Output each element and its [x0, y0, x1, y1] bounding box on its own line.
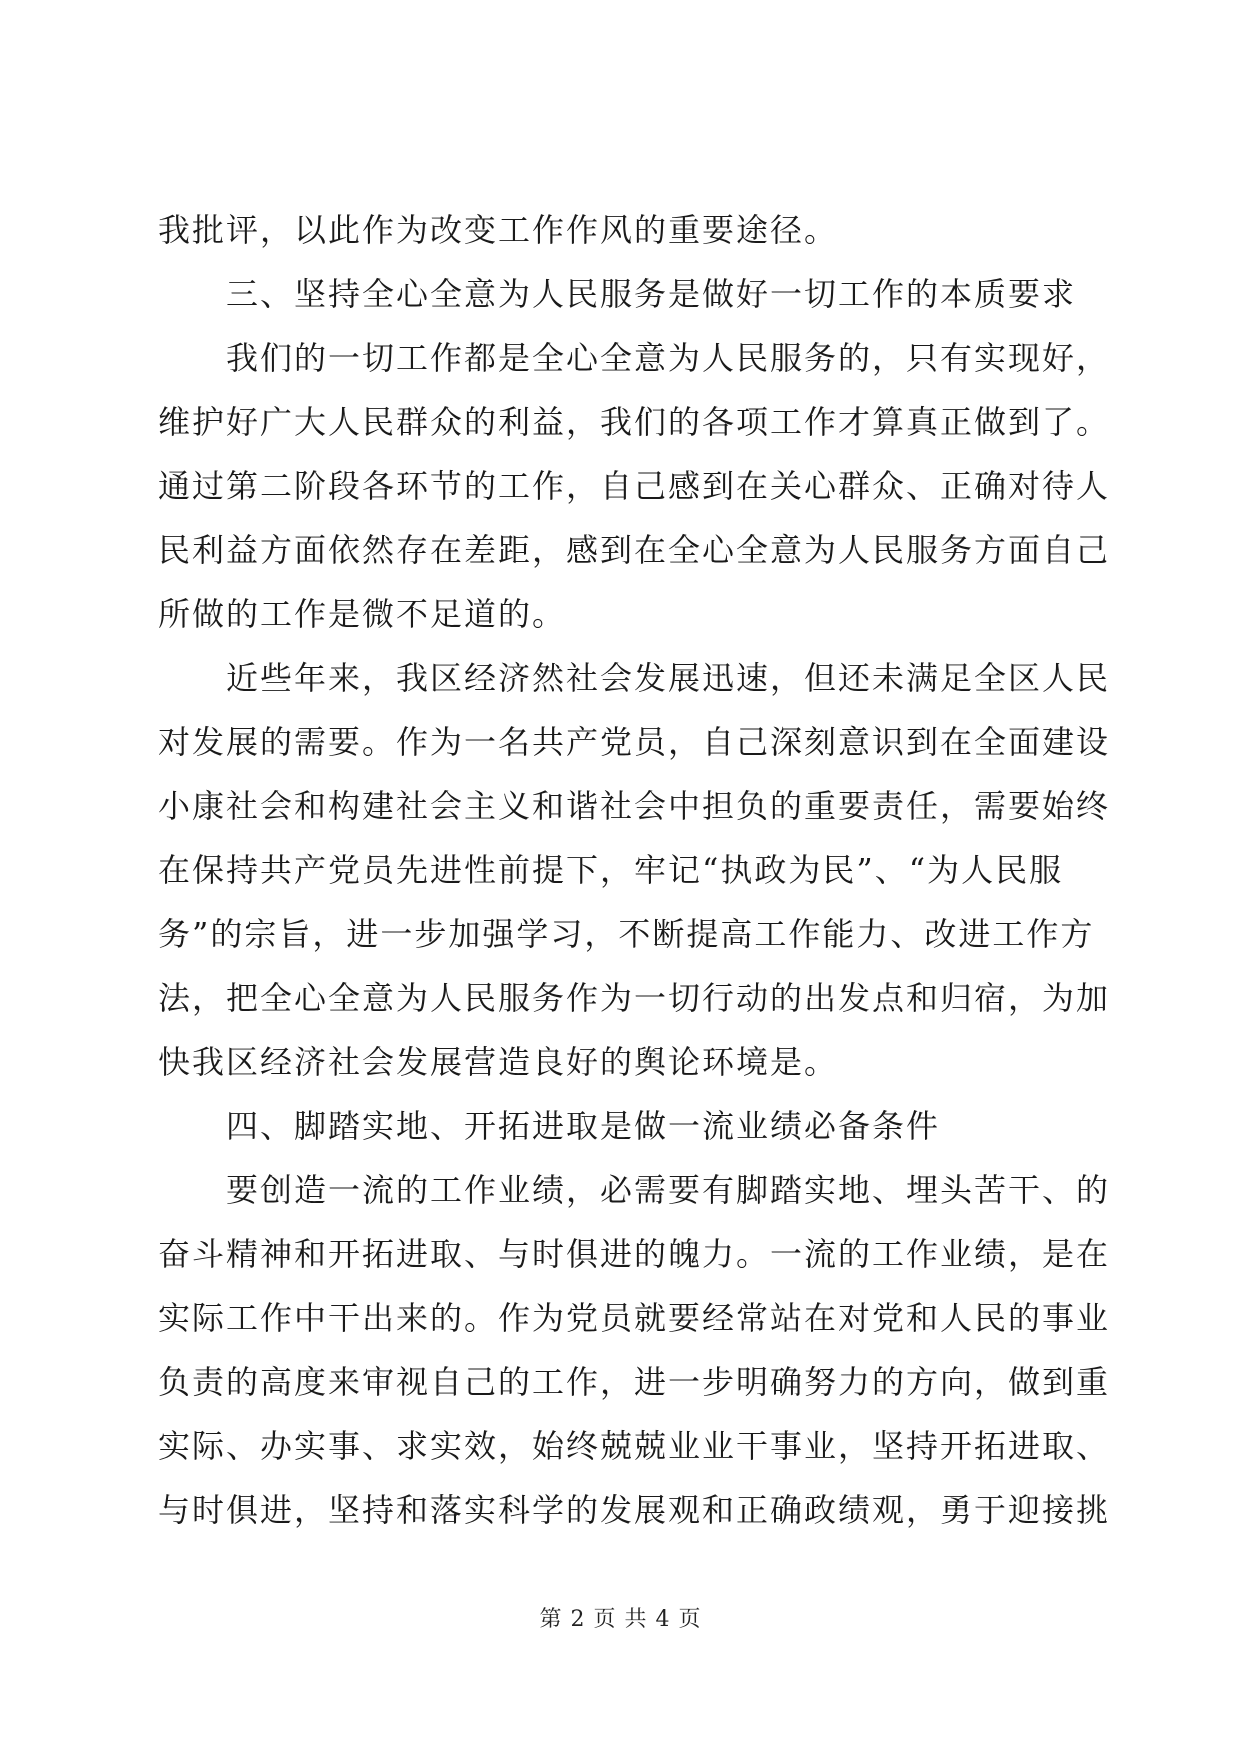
text-line: 要创造一流的工作业绩，必需要有脚踏实地、埋头苦干、的	[226, 1171, 1111, 1209]
text-line: 近些年来，我区经济然社会发展迅速，但还未满足全区人民	[226, 659, 1111, 697]
text-line: 我们的一切工作都是全心全意为人民服务的，只有实现好，	[226, 339, 1111, 377]
text-line: 奋斗精神和开拓进取、与时俱进的魄力。一流的工作业绩，是在	[158, 1235, 1111, 1273]
text-line: 实际工作中干出来的。作为党员就要经常站在对党和人民的事业	[158, 1299, 1111, 1337]
text-line: 四、脚踏实地、开拓进取是做一流业绩必备条件	[226, 1107, 941, 1145]
text-line: 快我区经济社会发展营造良好的舆论环境是。	[158, 1043, 839, 1081]
text-line: 法，把全心全意为人民服务作为一切行动的出发点和归宿，为加	[158, 979, 1111, 1017]
text-line: 三、坚持全心全意为人民服务是做好一切工作的本质要求	[226, 275, 1077, 313]
text-line: 民利益方面依然存在差距，感到在全心全意为人民服务方面自己	[158, 531, 1111, 569]
text-line: 小康社会和构建社会主义和谐社会中担负的重要责任，需要始终	[158, 787, 1111, 825]
text-line: 所做的工作是微不足道的。	[158, 595, 567, 633]
page-footer: 第 2 页 共 4 页	[539, 1607, 702, 1632]
text-line: 务”的宗旨，进一步加强学习，不断提高工作能力、改进工作方	[158, 915, 1095, 953]
text-line: 负责的高度来审视自己的工作，进一步明确努力的方向，做到重	[158, 1363, 1111, 1401]
text-line: 实际、办实事、求实效，始终兢兢业业干事业，坚持开拓进取、	[158, 1427, 1111, 1465]
text-line: 维护好广大人民群众的利益，我们的各项工作才算真正做到了。	[158, 403, 1111, 441]
text-line: 通过第二阶段各环节的工作，自己感到在关心群众、正确对待人	[158, 467, 1111, 505]
text-line: 在保持共产党员先进性前提下，牢记“执政为民”、“为人民服	[158, 851, 1064, 889]
text-line: 与时俱进，坚持和落实科学的发展观和正确政绩观，勇于迎接挑	[158, 1491, 1111, 1529]
document-body	[158, 198, 1111, 1542]
text-line: 我批评，以此作为改变工作作风的重要途径。	[158, 211, 839, 249]
text-line: 对发展的需要。作为一名共产党员，自己深刻意识到在全面建设	[158, 723, 1111, 761]
